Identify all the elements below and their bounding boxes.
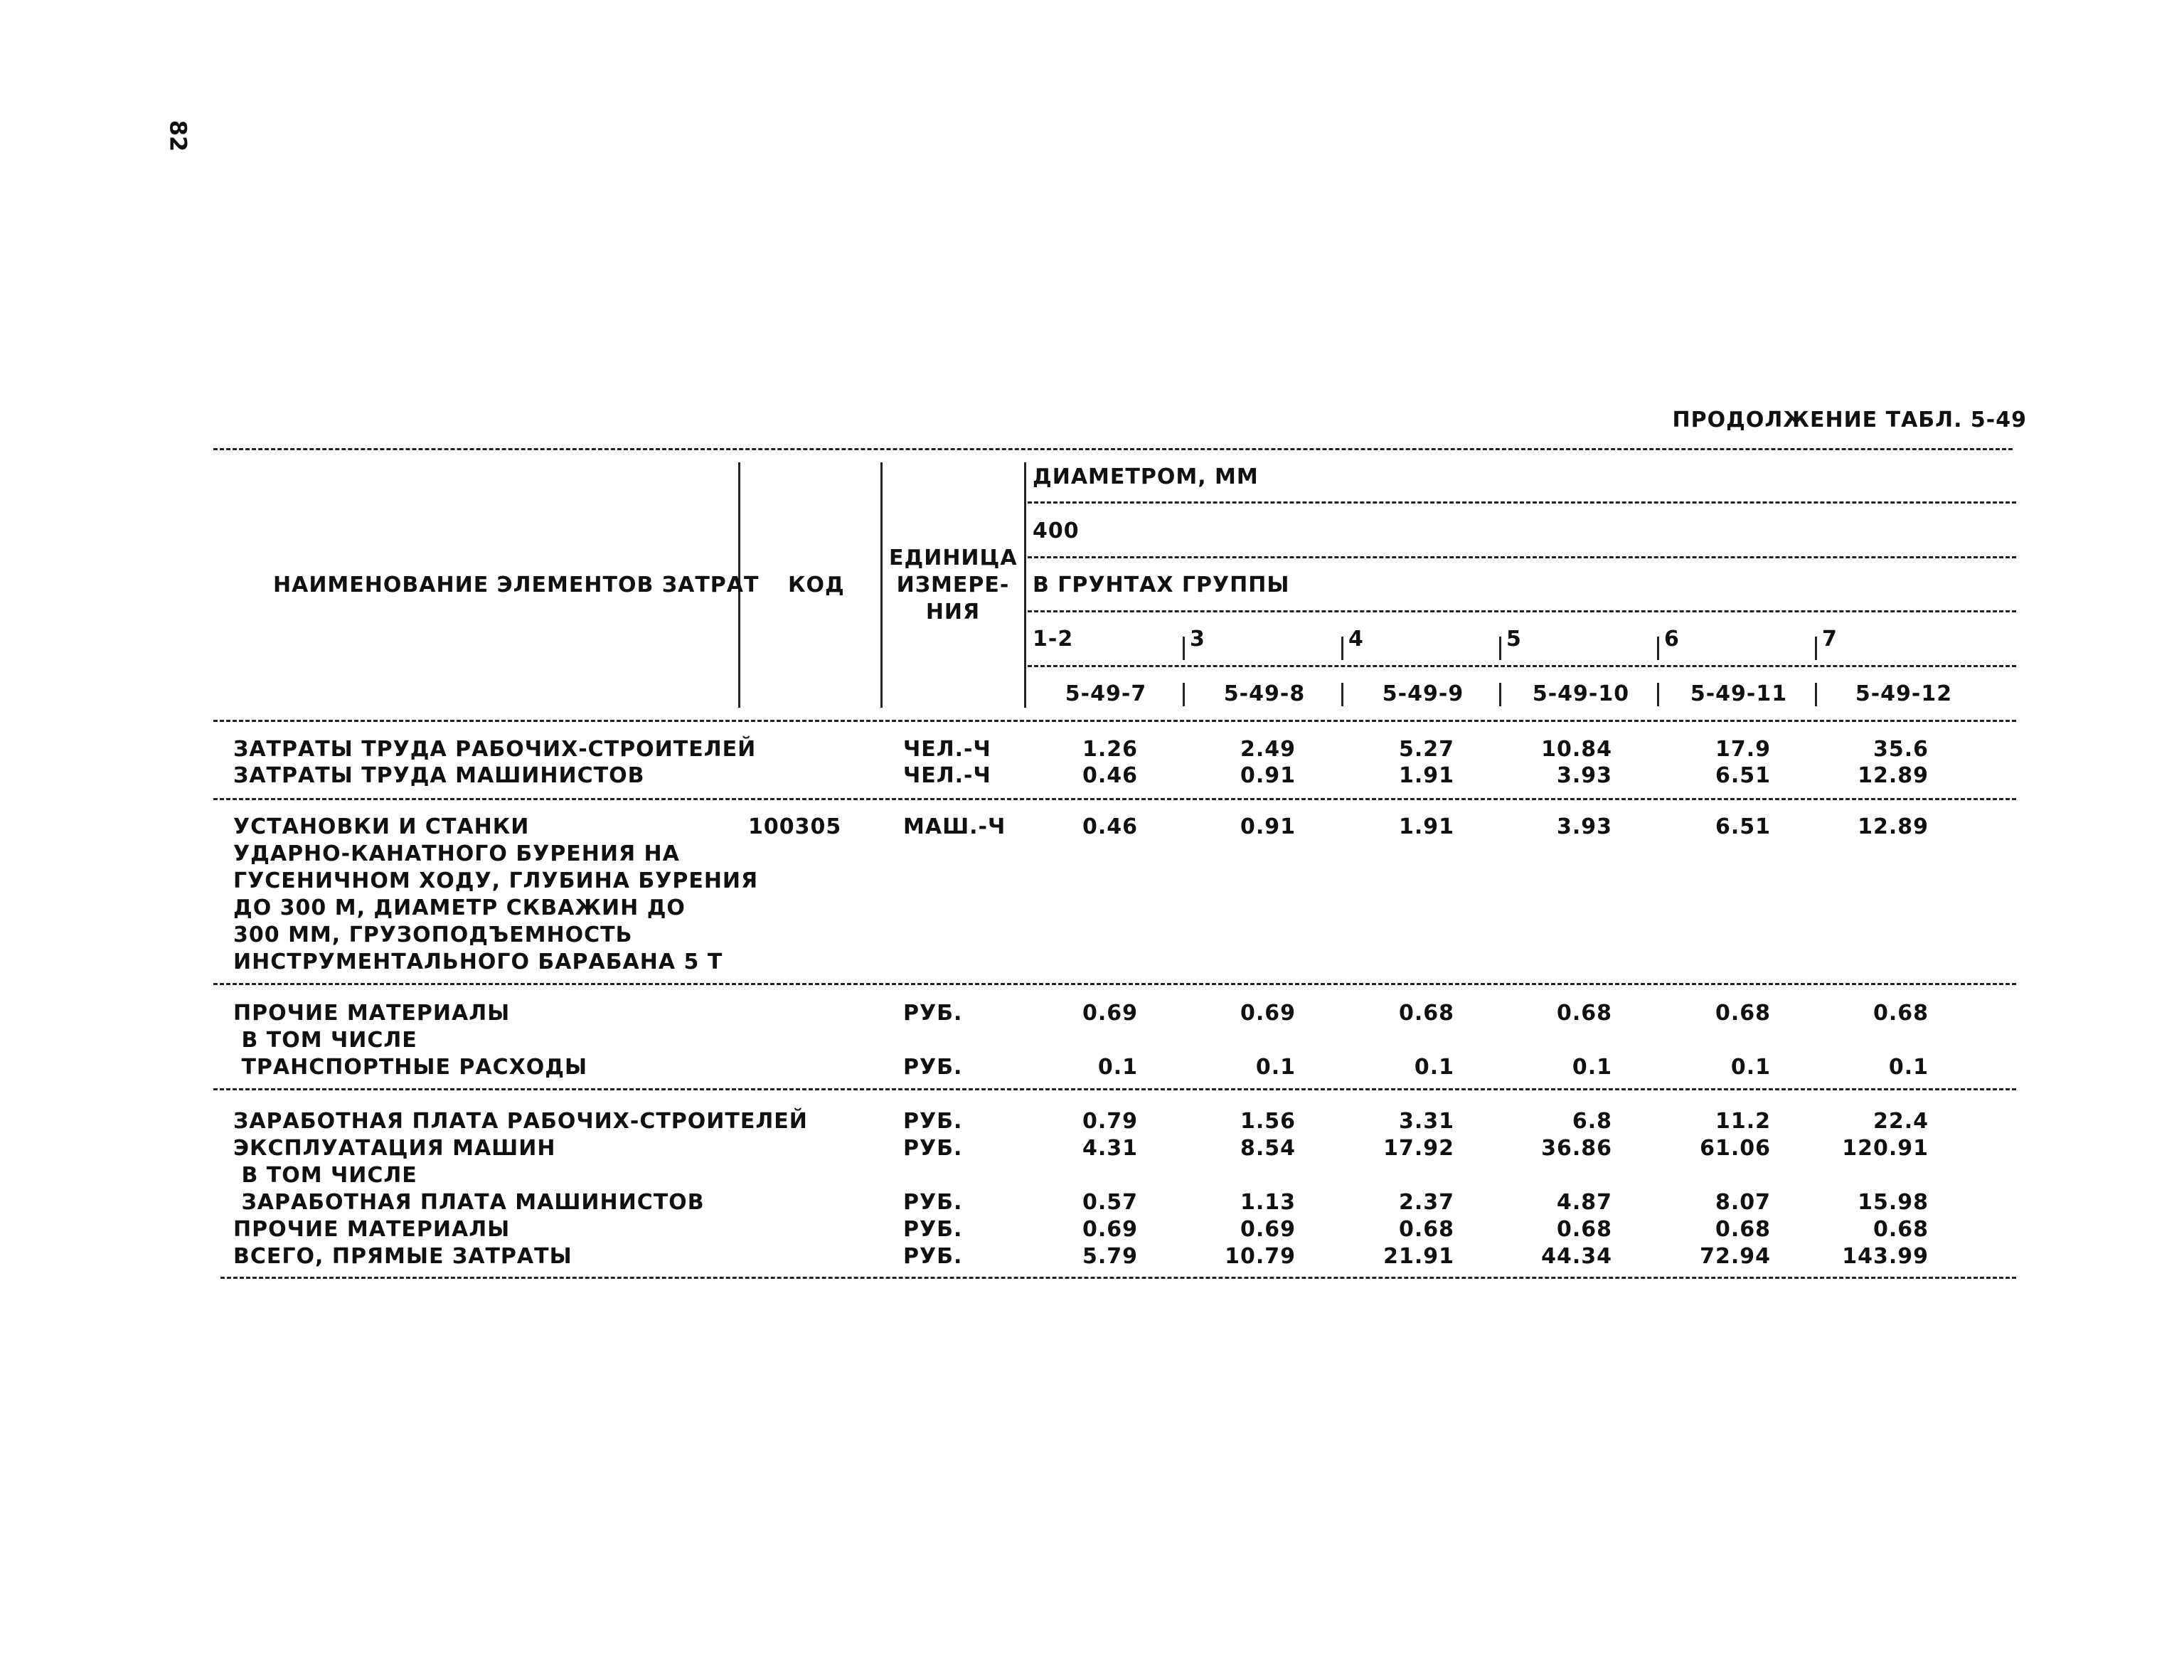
column-code: 5-49-7	[1065, 681, 1147, 706]
row-value: 10.84	[1541, 737, 1612, 762]
row-value: 0.1	[1572, 1055, 1612, 1080]
row-value: 0.1	[1097, 1055, 1138, 1080]
row-value: 0.68	[1873, 1217, 1929, 1242]
section-rule-1	[213, 798, 2016, 800]
group-label: 4	[1348, 627, 1364, 652]
row-name-line: ГУСЕНИЧНОМ ХОДУ, ГЛУБИНА БУРЕНИЯ	[233, 868, 759, 893]
row-value: 6.51	[1715, 814, 1771, 839]
row-value: 0.57	[1082, 1190, 1138, 1215]
row-value: 143.99	[1842, 1244, 1929, 1269]
row-value: 0.1	[1730, 1055, 1771, 1080]
row-name: ЗАТРАТЫ ТРУДА РАБОЧИХ-СТРОИТЕЛЕЙ	[233, 737, 757, 762]
row-value: 8.54	[1240, 1136, 1296, 1161]
row-value: 5.27	[1398, 737, 1454, 762]
row-value: 0.46	[1082, 763, 1138, 788]
code-separator	[1499, 683, 1501, 706]
row-name: В ТОМ ЧИСЛЕ	[233, 1028, 417, 1053]
row-value: 36.86	[1541, 1136, 1612, 1161]
row-value: 3.93	[1556, 814, 1612, 839]
column-code: 5-49-10	[1532, 681, 1630, 706]
column-code: 5-49-9	[1382, 681, 1464, 706]
row-name: ВСЕГО, ПРЯМЫЕ ЗАТРАТЫ	[233, 1244, 572, 1269]
row-name: ЗАРАБОТНАЯ ПЛАТА МАШИНИСТОВ	[233, 1190, 705, 1215]
row-value: 0.69	[1240, 1001, 1296, 1026]
table-bottom-rule	[220, 1277, 2016, 1279]
row-value: 4.87	[1556, 1190, 1612, 1215]
code-separator	[1657, 683, 1659, 706]
code-separator	[1815, 683, 1817, 706]
header-rule-soil	[1028, 610, 2016, 612]
row-unit: РУБ.	[903, 1136, 963, 1161]
row-value: 1.91	[1398, 814, 1454, 839]
row-name: ТРАНСПОРТНЫЕ РАСХОДЫ	[233, 1055, 588, 1080]
row-value: 15.98	[1858, 1190, 1929, 1215]
row-value: 1.56	[1240, 1109, 1296, 1134]
row-unit: РУБ.	[903, 1001, 963, 1026]
row-value: 10.79	[1225, 1244, 1296, 1269]
row-unit: РУБ.	[903, 1109, 963, 1134]
row-value: 120.91	[1842, 1136, 1929, 1161]
group-separator	[1499, 637, 1501, 660]
row-unit: МАШ.-Ч	[903, 814, 1006, 839]
row-value: 17.92	[1383, 1136, 1454, 1161]
group-separator	[1341, 637, 1343, 660]
page-number: 82	[164, 119, 192, 152]
row-value: 12.89	[1858, 814, 1929, 839]
group-label: 3	[1190, 627, 1205, 652]
header-diameter: ДИАМЕТРОМ, ММ	[1033, 464, 1259, 489]
header-diameter-value: 400	[1033, 519, 1080, 543]
row-name-line: ИНСТРУМЕНТАЛЬНОГО БАРАБАНА 5 Т	[233, 950, 723, 974]
row-name-line: УДАРНО-КАНАТНОГО БУРЕНИЯ НА	[233, 841, 680, 866]
row-name: ПРОЧИЕ МАТЕРИАЛЫ	[233, 1217, 511, 1242]
row-unit: РУБ.	[903, 1244, 963, 1269]
column-code: 5-49-12	[1855, 681, 1953, 706]
row-value: 6.8	[1572, 1109, 1612, 1134]
row-unit: ЧЕЛ.-Ч	[903, 737, 991, 762]
row-value: 0.69	[1082, 1217, 1138, 1242]
group-separator	[1815, 637, 1817, 660]
row-value: 0.69	[1082, 1001, 1138, 1026]
row-value: 8.07	[1715, 1190, 1771, 1215]
row-value: 11.2	[1715, 1109, 1771, 1134]
row-value: 0.1	[1414, 1055, 1454, 1080]
header-bottom-rule	[213, 720, 2016, 722]
row-unit: РУБ.	[903, 1190, 963, 1215]
header-unit-line-1: ЕДИНИЦА	[889, 546, 1018, 570]
row-value: 1.13	[1240, 1190, 1296, 1215]
row-value: 72.94	[1700, 1244, 1771, 1269]
column-code: 5-49-11	[1690, 681, 1788, 706]
row-value: 3.31	[1398, 1109, 1454, 1134]
row-value: 4.31	[1082, 1136, 1138, 1161]
row-value: 21.91	[1383, 1244, 1454, 1269]
header-code-column: КОД	[788, 573, 845, 597]
row-value: 6.51	[1715, 763, 1771, 788]
row-value: 2.37	[1398, 1190, 1454, 1215]
row-value: 22.4	[1873, 1109, 1929, 1134]
group-separator	[1183, 637, 1185, 660]
header-rule-groups	[1028, 665, 2016, 667]
row-code: 100305	[748, 814, 842, 839]
row-value: 0.68	[1715, 1001, 1771, 1026]
group-label: 5	[1506, 627, 1522, 652]
row-name: ЭКСПЛУАТАЦИЯ МАШИН	[233, 1136, 556, 1161]
row-value: 0.68	[1556, 1001, 1612, 1026]
continuation-label: ПРОДОЛЖЕНИЕ ТАБЛ. 5-49	[1672, 408, 2027, 432]
row-unit: РУБ.	[903, 1217, 963, 1242]
row-value: 0.91	[1240, 814, 1296, 839]
row-value: 44.34	[1541, 1244, 1612, 1269]
row-name-line: УСТАНОВКИ И СТАНКИ	[233, 814, 530, 839]
row-name: ЗАТРАТЫ ТРУДА МАШИНИСТОВ	[233, 763, 645, 788]
row-value: 0.46	[1082, 814, 1138, 839]
group-label: 6	[1664, 627, 1680, 652]
row-unit: ЧЕЛ.-Ч	[903, 763, 991, 788]
row-value: 1.26	[1082, 737, 1138, 762]
table-top-rule	[213, 448, 2013, 450]
header-name-column: НАИМЕНОВАНИЕ ЭЛЕМЕНТОВ ЗАТРАТ	[273, 573, 760, 597]
row-value: 0.79	[1082, 1109, 1138, 1134]
row-name-line: ДО 300 М, ДИАМЕТР СКВАЖИН ДО	[233, 895, 686, 920]
header-rule-diameter	[1028, 501, 2016, 504]
group-separator	[1657, 637, 1659, 660]
row-value: 0.69	[1240, 1217, 1296, 1242]
row-value: 12.89	[1858, 763, 1929, 788]
section-rule-2	[213, 983, 2016, 985]
row-name-line: 300 ММ, ГРУЗОПОДЪЕМНОСТЬ	[233, 923, 633, 947]
header-separator-unit-values	[1024, 462, 1026, 708]
row-value: 0.1	[1888, 1055, 1929, 1080]
row-value: 5.79	[1082, 1244, 1138, 1269]
header-rule-400	[1028, 556, 2016, 558]
row-name: ПРОЧИЕ МАТЕРИАЛЫ	[233, 1001, 511, 1026]
group-label: 7	[1822, 627, 1838, 652]
row-value: 1.91	[1398, 763, 1454, 788]
row-value: 0.1	[1255, 1055, 1296, 1080]
group-label: 1-2	[1033, 627, 1074, 652]
row-value: 0.68	[1715, 1217, 1771, 1242]
column-code: 5-49-8	[1223, 681, 1306, 706]
row-value: 0.68	[1398, 1001, 1454, 1026]
section-rule-3	[213, 1088, 2016, 1090]
header-separator-code-unit	[880, 462, 883, 708]
row-value: 3.93	[1556, 763, 1612, 788]
row-value: 2.49	[1240, 737, 1296, 762]
row-value: 0.91	[1240, 763, 1296, 788]
header-unit-line-2: ИЗМЕРЕ-	[896, 573, 1010, 597]
row-value: 35.6	[1873, 737, 1929, 762]
row-value: 0.68	[1398, 1217, 1454, 1242]
row-name: В ТОМ ЧИСЛЕ	[233, 1163, 417, 1188]
header-unit-line-3: НИЯ	[925, 600, 981, 624]
row-value: 0.68	[1556, 1217, 1612, 1242]
row-unit: РУБ.	[903, 1055, 963, 1080]
code-separator	[1183, 683, 1185, 706]
row-value: 17.9	[1715, 737, 1771, 762]
header-soil-groups: В ГРУНТАХ ГРУППЫ	[1033, 573, 1290, 597]
row-value: 61.06	[1700, 1136, 1771, 1161]
row-name: ЗАРАБОТНАЯ ПЛАТА РАБОЧИХ-СТРОИТЕЛЕЙ	[233, 1109, 808, 1134]
code-separator	[1341, 683, 1343, 706]
row-value: 0.68	[1873, 1001, 1929, 1026]
